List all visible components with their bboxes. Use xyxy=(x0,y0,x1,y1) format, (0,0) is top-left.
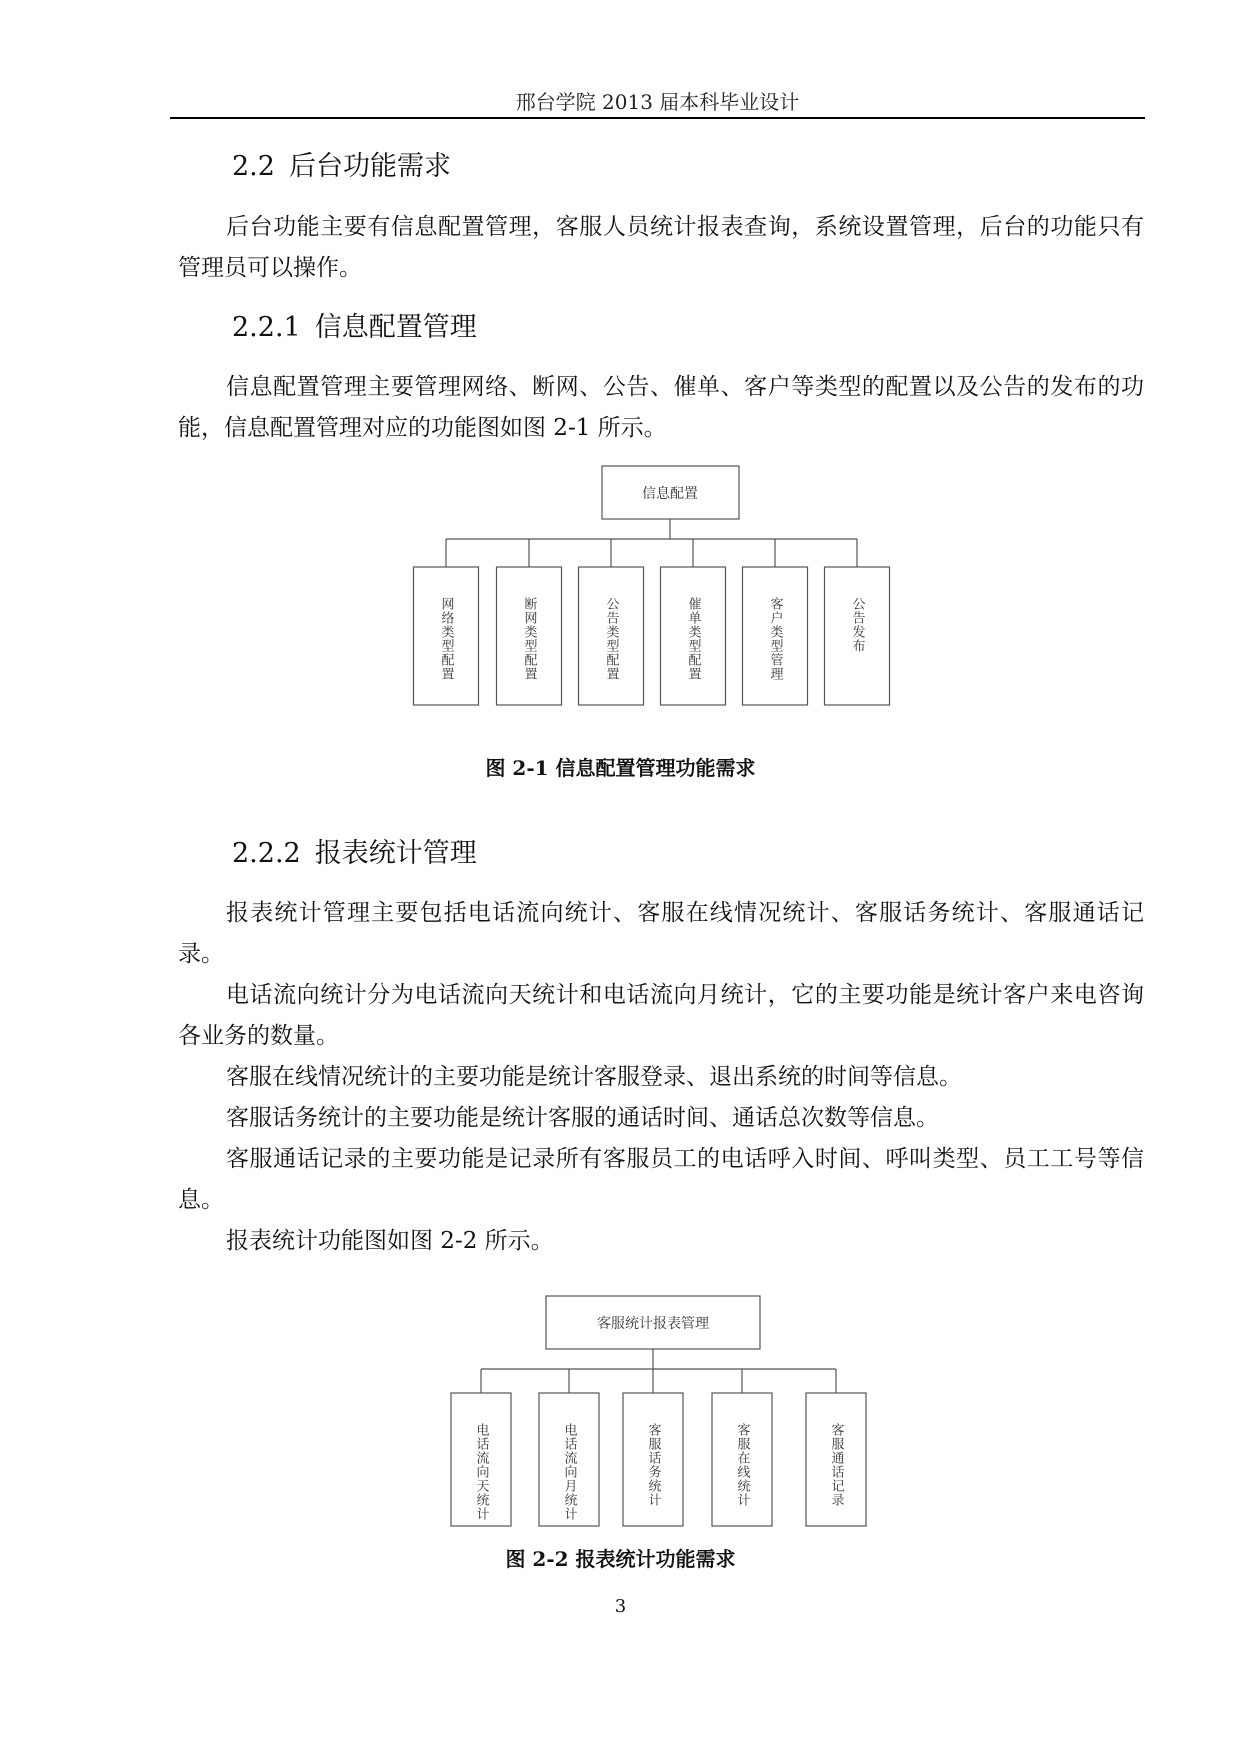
figure-2-2-caption: 图 2-2 报表统计功能需求 xyxy=(505,1547,736,1571)
paragraph-call-records: 客服通话记录的主要功能是记录所有客服员工的电话呼入时间、呼叫类型、员工工号等信息。 xyxy=(178,1146,1144,1213)
fig1-root-label: 信息配置 xyxy=(642,486,698,502)
running-header: 邢台学院 2013 届本科毕业设计 xyxy=(515,90,800,114)
fig1-child-label: 催单类型配置 xyxy=(685,597,701,681)
fig2-child-label: 客服通话记录 xyxy=(828,1423,844,1507)
fig2-child-label: 客服在线统计 xyxy=(734,1423,750,1507)
heading-number: 2.2.1 xyxy=(232,312,301,343)
page-number: 3 xyxy=(614,1596,627,1617)
paragraph-report-intro: 报表统计管理主要包括电话流向统计、客服在线情况统计、客服话务统计、客服通话记录。 xyxy=(178,900,1144,967)
fig1-child-label: 断网类型配置 xyxy=(521,597,537,681)
fig1-child-label: 网络类型配置 xyxy=(438,597,454,681)
paragraph-figure-ref: 报表统计功能图如图 2-2 所示。 xyxy=(226,1228,554,1254)
heading-title: 信息配置管理 xyxy=(314,312,477,343)
fig1-children xyxy=(414,539,890,705)
heading-title: 报表统计管理 xyxy=(314,838,477,869)
paragraph-backend-intro: 后台功能主要有信息配置管理，客服人员统计报表查询，系统设置管理，后台的功能只有管理员可以操作。 xyxy=(178,214,1144,281)
heading-number: 2.2.2 xyxy=(232,838,301,869)
fig2-root-label: 客服统计报表管理 xyxy=(597,1316,709,1332)
fig2-child-label: 客服话务统计 xyxy=(645,1423,661,1507)
fig1-child-label: 公告类型配置 xyxy=(603,597,619,681)
fig2-child-label: 电话流向天统计 xyxy=(473,1423,489,1521)
fig2-child-label: 电话流向月统计 xyxy=(561,1423,577,1521)
fig2-children xyxy=(451,1369,866,1526)
fig1-child-label: 公告发布 xyxy=(849,597,865,653)
heading-number: 2.2 xyxy=(232,151,275,182)
heading-2-2-2 xyxy=(232,837,477,871)
figure-2-1-caption: 图 2-1 信息配置管理功能需求 xyxy=(485,756,756,780)
paragraph-online-status: 客服在线情况统计的主要功能是统计客服登录、退出系统的时间等信息。 xyxy=(226,1064,962,1090)
heading-title: 后台功能需求 xyxy=(288,151,451,182)
paragraph-info-config: 信息配置管理主要管理网络、断网、公告、催单、客户等类型的配置以及公告的发布的功能，信息配置管理对应的功能图如图 2-1 所示。 xyxy=(178,374,1144,441)
figure-2-2-diagram xyxy=(0,1290,1241,1530)
header-rule xyxy=(170,117,1145,119)
paragraph-call-flow: 电话流向统计分为电话流向天统计和电话流向月统计，它的主要功能是统计客户来电咨询各业务的数量。 xyxy=(178,982,1144,1049)
heading-2-2-1 xyxy=(232,311,477,345)
paragraph-traffic-stats: 客服话务统计的主要功能是统计客服的通话时间、通话总次数等信息。 xyxy=(226,1105,939,1131)
heading-2-2 xyxy=(232,150,451,184)
fig1-child-label: 客户类型管理 xyxy=(767,597,783,681)
figure-2-1-diagram xyxy=(0,460,1241,720)
